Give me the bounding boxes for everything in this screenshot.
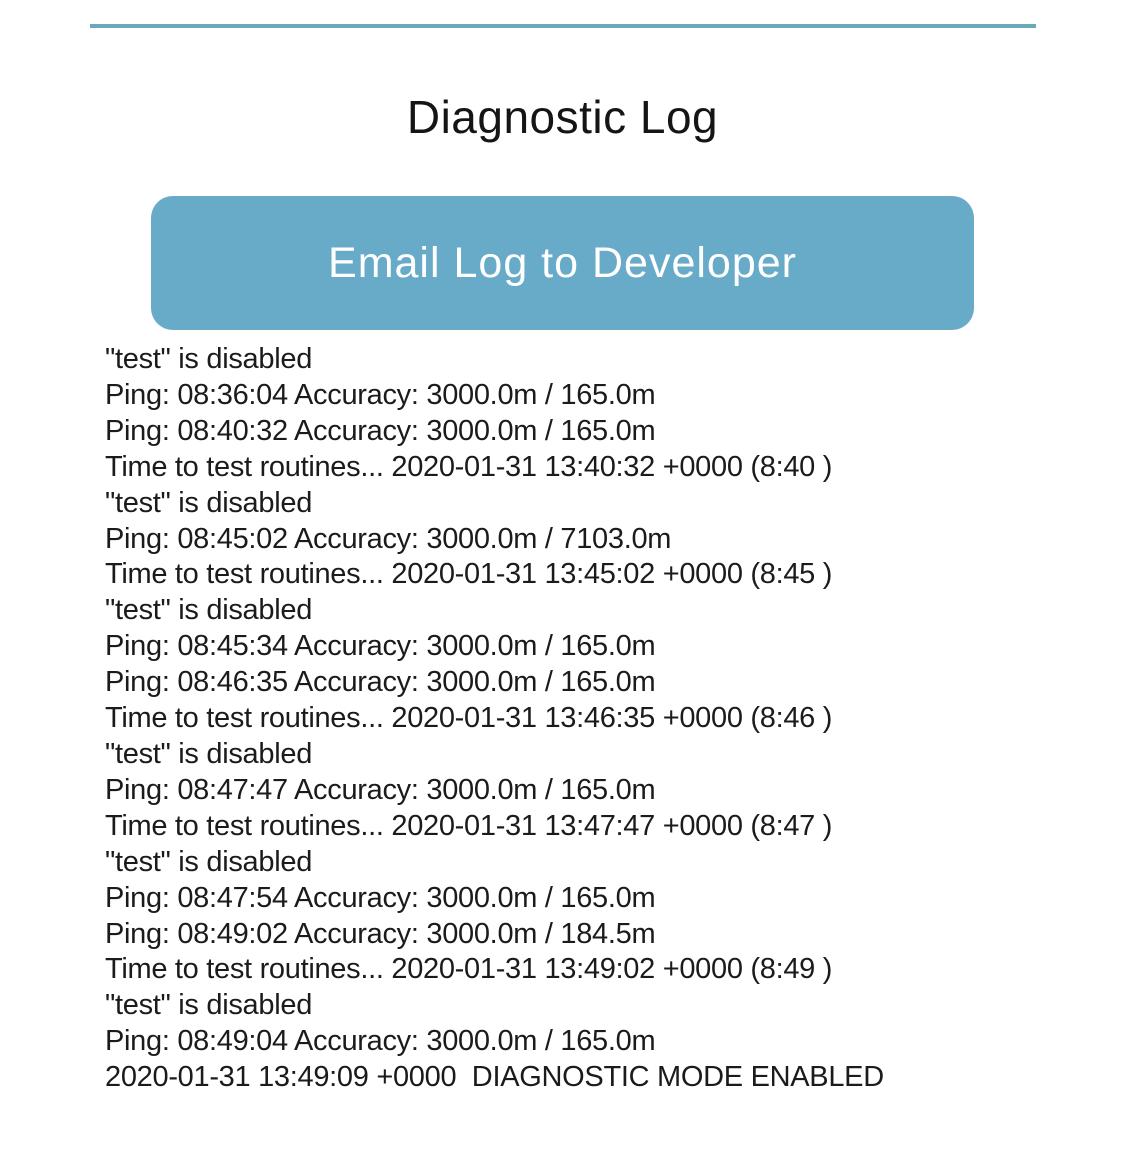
log-line: "test" is disabled <box>105 343 313 375</box>
log-line: Time to test routines... 2020-01-31 13:46:35 +0000 (8:46 ) <box>105 702 833 735</box>
log-text <box>105 342 1035 1096</box>
log-line: "test" is disabled <box>105 594 313 627</box>
log-scroll-view[interactable] <box>105 343 1035 1106</box>
log-line: Time to test routines... 2020-01-31 13:45:02 +0000 (8:45 ) <box>105 558 833 591</box>
page-title: Diagnostic Log <box>406 91 719 143</box>
email-log-button[interactable]: Email Log to Developer <box>151 196 974 330</box>
log-line: "test" is disabled <box>105 486 313 519</box>
log-line: Time to test routines... 2020-01-31 13:40:32 +0000 (8:40 ) <box>105 450 833 483</box>
log-line: Time to test routines... 2020-01-31 13:47:47 +0000 (8:47 ) <box>105 809 833 842</box>
log-line: Ping: 08:47:47 Accuracy: 3000.0m / 165.0m <box>105 773 656 806</box>
log-line: Time to test routines... 2020-01-31 13:49:02 +0000 (8:49 ) <box>105 953 833 986</box>
log-line: Ping: 08:46:35 Accuracy: 3000.0m / 165.0m <box>105 666 656 699</box>
log-line: Ping: 08:36:04 Accuracy: 3000.0m / 165.0m <box>105 378 656 411</box>
log-line: Ping: 08:45:02 Accuracy: 3000.0m / 7103.0m <box>105 522 672 555</box>
log-line: Ping: 08:49:04 Accuracy: 3000.0m / 165.0m <box>105 1025 656 1058</box>
log-line: "test" is disabled <box>105 737 313 770</box>
log-line: Ping: 08:47:54 Accuracy: 3000.0m / 165.0m <box>105 881 656 914</box>
top-divider <box>90 24 1036 28</box>
log-line: "test" is disabled <box>105 989 313 1022</box>
log-line: 2020-01-31 13:49:09 +0000 DIAGNOSTIC MODE ENABLED <box>105 1061 884 1094</box>
log-line: Ping: 08:49:02 Accuracy: 3000.0m / 184.5m <box>105 917 656 950</box>
log-line: Ping: 08:40:32 Accuracy: 3000.0m / 165.0m <box>105 414 656 447</box>
log-line: Ping: 08:45:34 Accuracy: 3000.0m / 165.0m <box>105 630 656 663</box>
log-line: "test" is disabled <box>105 845 313 878</box>
